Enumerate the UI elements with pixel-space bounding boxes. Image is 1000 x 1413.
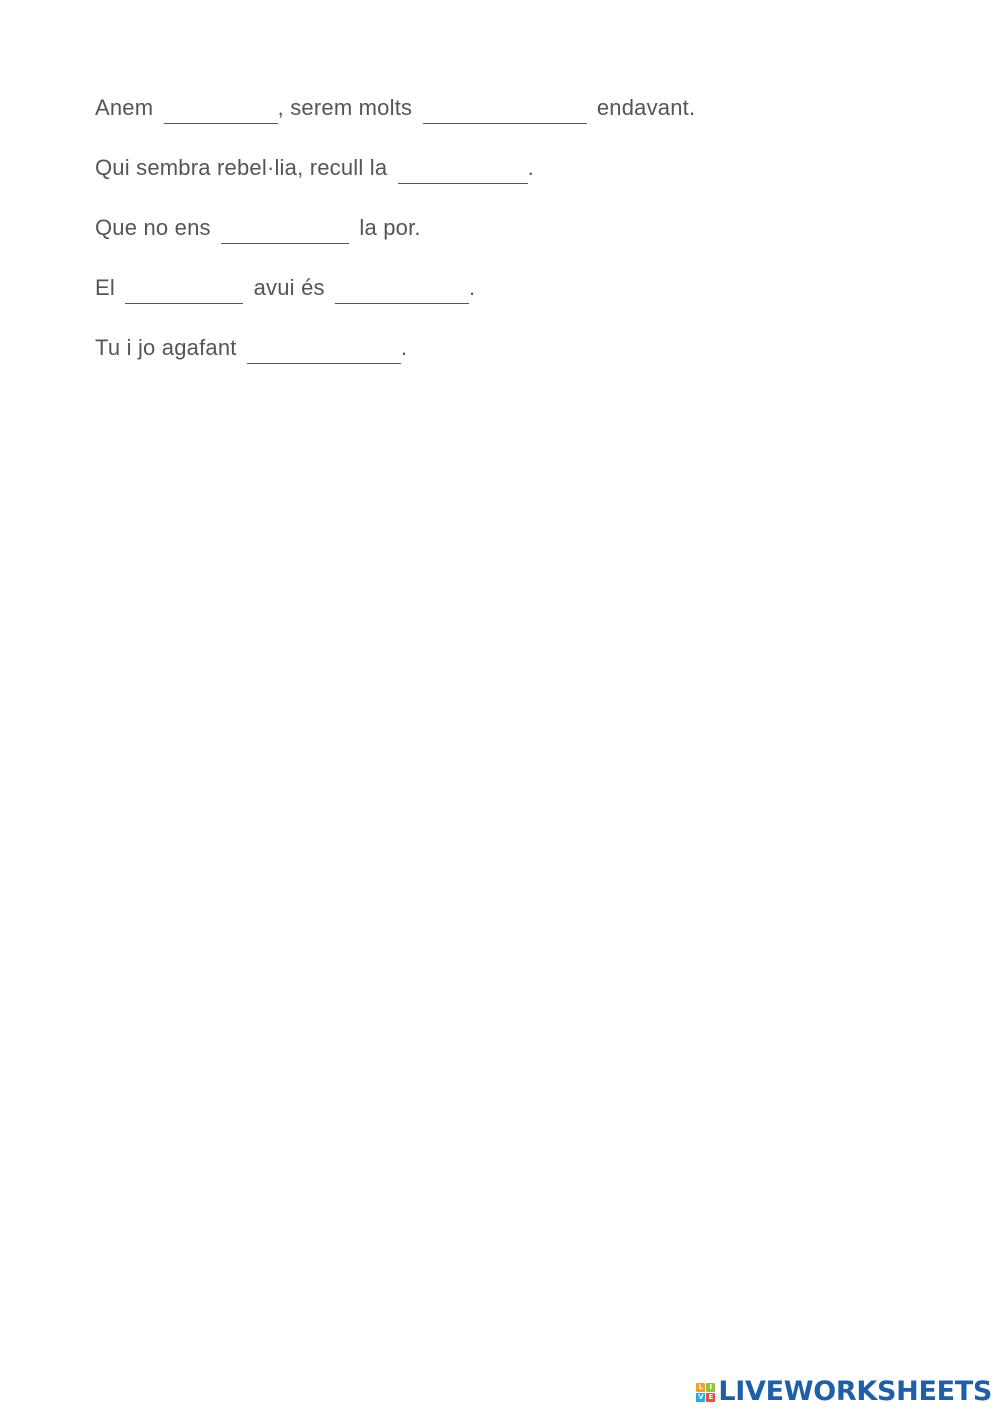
sentence-2 [95,152,960,184]
worksheet-content [95,92,960,392]
sentence-1 [95,92,960,124]
logo-mark-letter: E [706,1393,715,1402]
blank-5[interactable] [125,281,243,304]
liveworksheets-logo [696,1377,992,1407]
sentence-3-text-a: Que no ens [95,215,211,240]
liveworksheets-logo-text: LIVEWORKSHEETS [718,1376,992,1407]
sentence-1-text-b: , serem molts [277,95,413,120]
sentence-4-text-b: avui és [253,275,325,300]
blank-1[interactable] [164,101,278,124]
sentence-2-text-a: Qui sembra rebel·lia, recull la [95,155,388,180]
liveworksheets-logo-icon [696,1383,715,1402]
sentence-3 [95,212,960,244]
blank-7[interactable] [247,341,401,364]
logo-mark-letter: V [698,1392,704,1401]
sentence-4-text-a: El [95,275,115,300]
logo-mark-letter: I [706,1383,715,1392]
sentence-2-text-b: . [527,155,534,180]
sentence-1-text-a: Anem [95,95,154,120]
blank-2[interactable] [423,101,587,124]
logo-mark-letter: L [696,1383,705,1392]
sentence-5-text-b: . [400,335,408,360]
sentence-4 [95,272,960,304]
sentence-4-text-c: . [469,275,476,300]
sentence-5-text-a: Tu i jo agafant [95,335,237,360]
sentence-3-text-b: la por. [359,215,421,240]
sentence-5 [95,332,960,364]
blank-6[interactable] [335,281,469,304]
sentence-1-text-c: endavant. [596,95,696,120]
blank-3[interactable] [398,161,528,184]
blank-4[interactable] [221,221,349,244]
